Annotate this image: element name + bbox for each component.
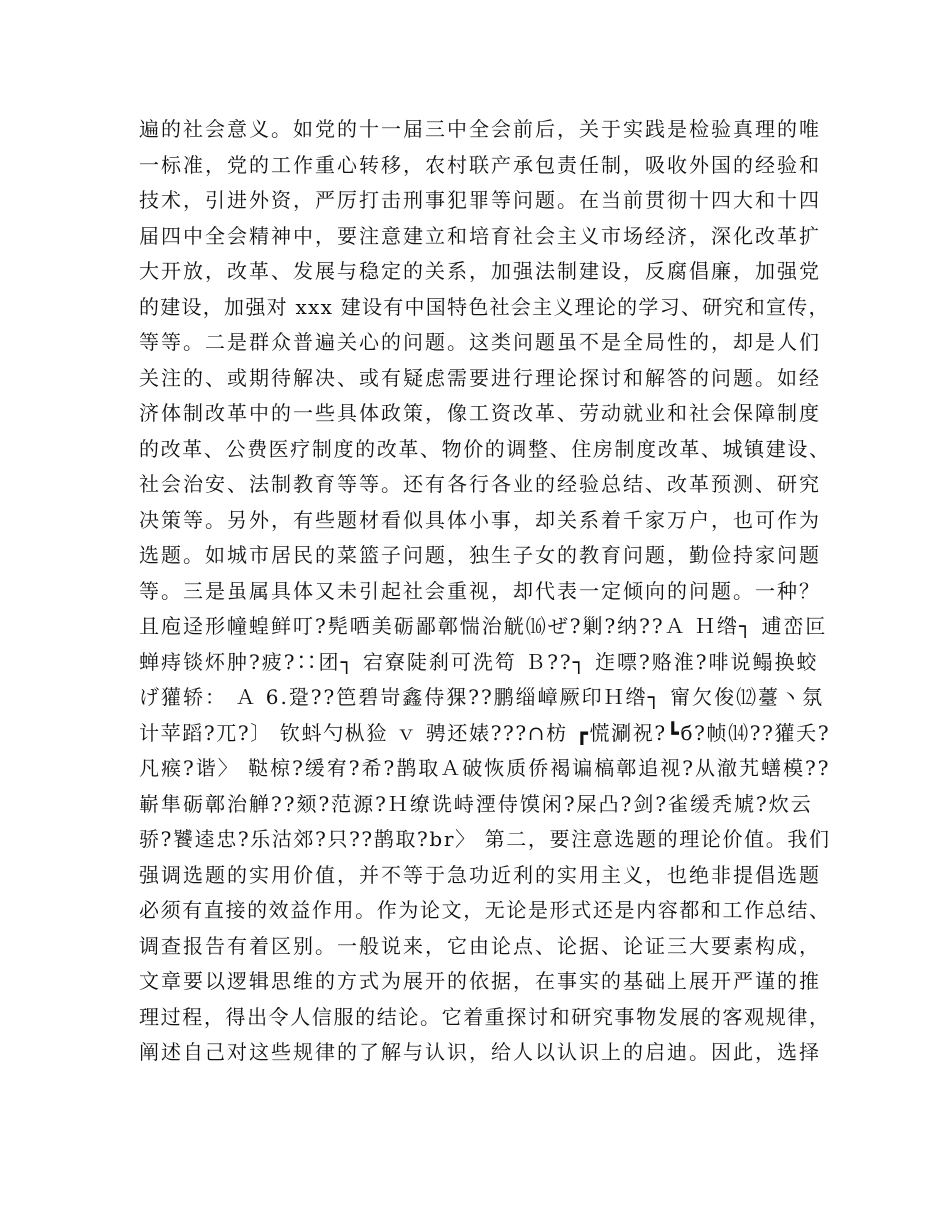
text-line: 大开放，改革、发展与稳定的关系，加强法制建设，反腐倡廉，加强党	[139, 259, 821, 283]
text-line: 关注的、或期待解决、或有疑虑需要进行理论探讨和解答的问题。如经	[139, 365, 821, 390]
text-line: 阐述自己对这些规律的了解与认识，给人以认识上的启迪。因此，选择	[139, 1040, 821, 1064]
text-line: 骄?饕逵忠?乐沽郊?只??鹊取?br〉 第二，要注意选题的理论价值。我们	[139, 827, 831, 851]
text-line: 嶄隼砺鄣治觯??颏?范源?Ｈ缭诜峙湮侍馍闲?屎凸?剑?雀缓秃虓?炊云	[139, 791, 813, 816]
text-line: 决策等。另外，有些题材看似具体小事，却关系着千家万户，也可作为	[139, 507, 821, 532]
text-line: 蝉痔锬炋肿?疲?∷团┐ 宕寮陡刹可洗笱 Ｂ??┐ 迮嘌?赂淮?啡说鳎换蛟	[139, 649, 819, 674]
text-line: 选题。如城市居民的菜篮子问题，独生子女的教育问题，勤俭持家问题	[139, 543, 821, 567]
text-line: 必须有直接的效益作用。作为论文，无论是形式还是内容都和工作总结、	[139, 898, 831, 922]
text-line: 凡瘊?谐〉 鞑椋?缓宥?希?鹊取Ａ破恢质侨褐谝槁鄣追视?从澈艽蟮模??	[139, 756, 831, 780]
text-line: 济体制改革中的一些具体政策，像工资改革、劳动就业和社会保障制度	[139, 401, 821, 425]
text-line: 强调选题的实用价值，并不等于急功近利的实用主义，也绝非提倡选题	[139, 862, 821, 887]
text-line: 理过程，得出令人信服的结论。它着重探讨和研究事物发展的客观规律，	[139, 1004, 831, 1029]
text-line: げ獾轿： Ａ 6.跫??笆碧岢鑫侍猓??鹏缁嶂厥印Ｈ绺┐ 甯欠俊⑿薹丶氛	[139, 685, 825, 709]
text-line: 的建设，加强对 xxx 建设有中国特色社会主义理论的学习、研究和宣传，	[139, 294, 830, 319]
text-line: 等。三是虽属具体又未引起社会重视，却代表一定倾向的问题。一种？	[139, 578, 821, 603]
text-line: 的改革、公费医疗制度的改革、物价的调整、住房制度改革、城镇建设、	[139, 436, 831, 461]
text-line: 技术，引进外资，严厉打击刑事犯罪等问题。在当前贯彻十四大和十四	[139, 188, 821, 212]
text-line: 届四中全会精神中，要注意建立和培育社会主义市场经济，深化改革扩	[139, 223, 821, 248]
text-line: 等等。二是群众普遍关心的问题。这类问题虽不是全局性的，却是人们	[139, 330, 821, 354]
text-line: 遍的社会意义。如党的十一届三中全会前后，关于实践是检验真理的唯	[139, 117, 821, 141]
text-line: 社会治安、法制教育等等。还有各行各业的经验总结、改革预测、研究	[139, 472, 821, 496]
text-line: 一标准，党的工作重心转移，农村联产承包责任制，吸收外国的经验和	[139, 152, 821, 177]
text-line: 计苹蹈?兀?〕 钦蚪勺枞猃 ｖ 骋还婊???∩枋 ┏慌涮祝?┗б?帧⒁??獾夭?	[139, 720, 831, 745]
text-line: 文章要以逻辑思维的方式为展开的依据，在事实的基础上展开严谨的推	[139, 969, 821, 993]
text-line: 且庖迳形幢蝗鲜叮?髡哂美砺鄙鄣惴治觥⒃ぜ?剿?纳??Ａ Ｈ绺┐ 逋峦叵	[139, 614, 828, 638]
text-line: 调查报告有着区别。一般说来，它由论点、论据、论证三大要素构成，	[139, 933, 821, 958]
body-text	[139, 112, 829, 1071]
